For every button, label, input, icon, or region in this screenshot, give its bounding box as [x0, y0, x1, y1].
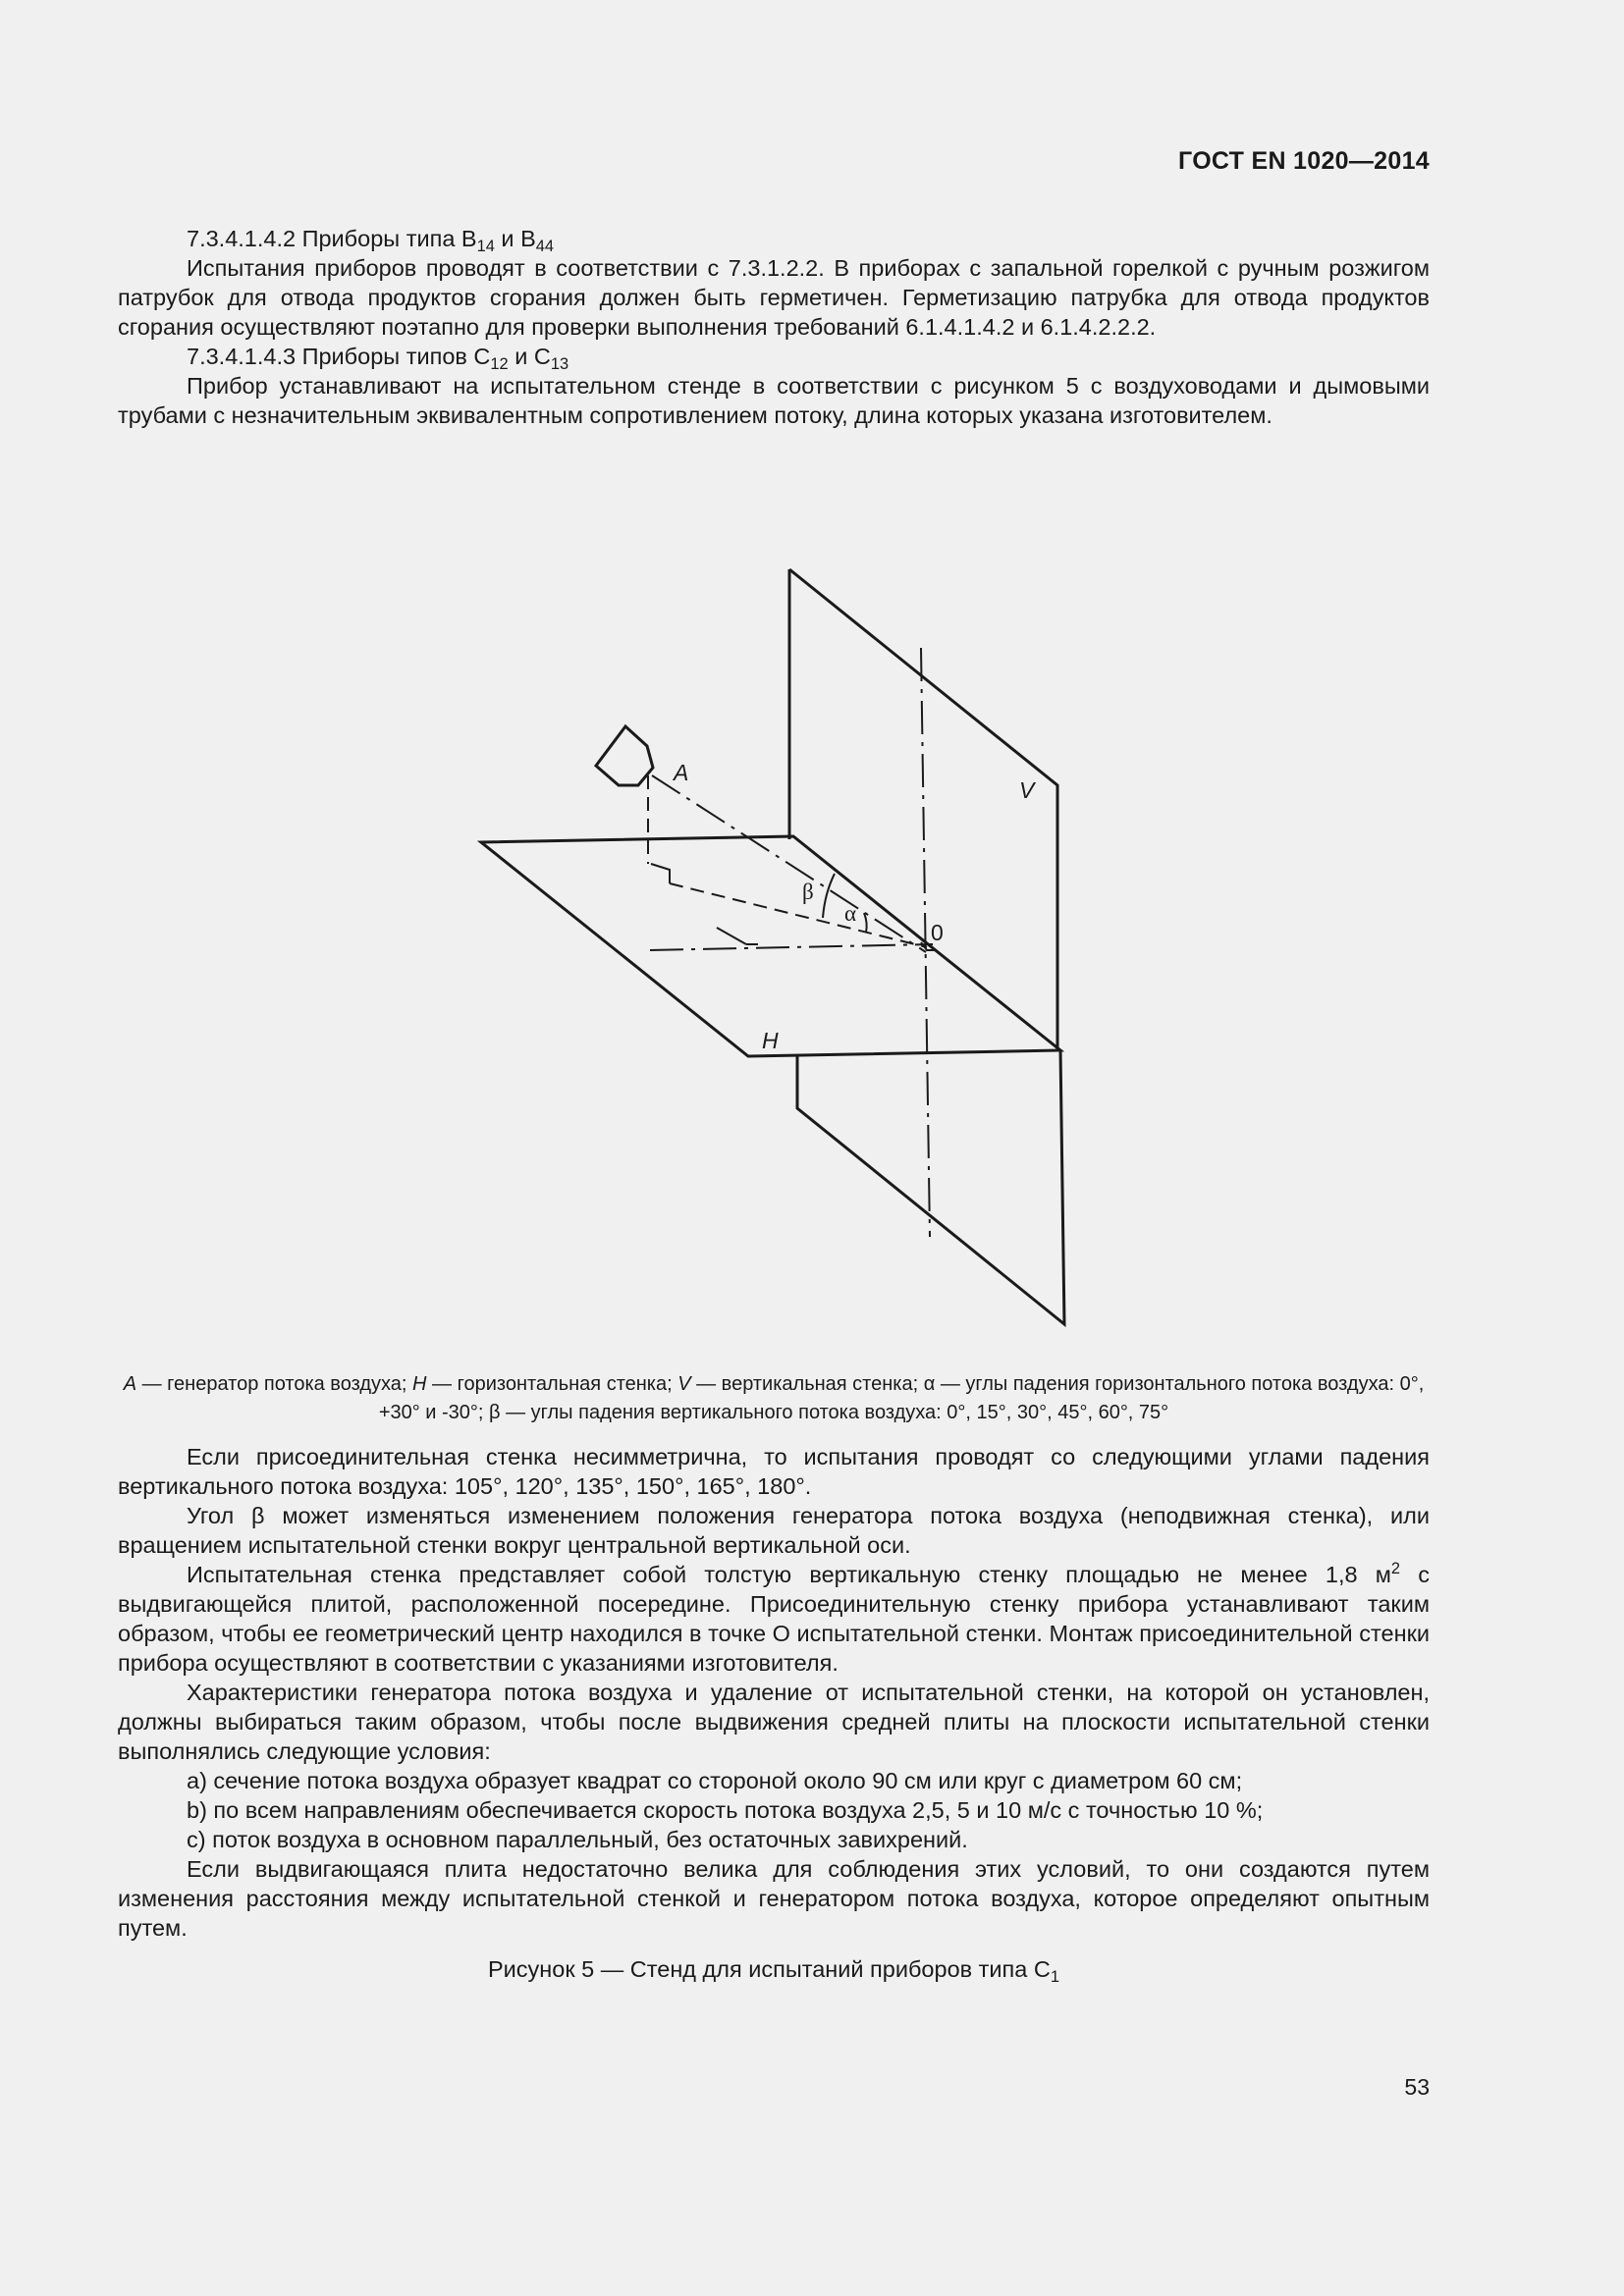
projection-dash-2 — [717, 928, 746, 944]
label-a: A — [674, 760, 689, 785]
heading-text: 7.3.4.1.4.3 Приборы типов C — [187, 344, 491, 369]
list-item: a) сечение потока воздуха образует квадрат со стороной около 90 см или круг с диаметром 60 см; — [187, 1768, 1243, 1793]
heading-text: и C — [508, 344, 551, 369]
paragraph — [118, 1560, 1430, 1678]
label-origin: 0 — [931, 920, 944, 945]
legend-key-h: H — [412, 1373, 427, 1395]
subscript: 14 — [476, 238, 495, 255]
heading-text: и B — [494, 226, 536, 251]
central-vertical-axis — [921, 648, 930, 1237]
subscript: 13 — [550, 355, 569, 373]
subscript: 1 — [1050, 1968, 1059, 1986]
projection-line — [651, 864, 670, 883]
paragraph: Характеристики генератора потока воздуха и удаление от испытательной стенки, на которой он установлен, должны выбираться таким образом, чтобы после выдвижения средней плиты на плоскости испытательной стенки выполнялись следующие условия: — [118, 1680, 1430, 1764]
legend-text: — горизонтальная стенка; — [426, 1373, 678, 1395]
label-v: V — [1019, 777, 1035, 803]
legend-key-a: A — [123, 1373, 137, 1395]
paragraph: Испытания приборов проводят в соответствии с 7.3.1.2.2. В приборах с запальной горелкой с ручным розжигом патрубок для отвода продуктов сгорания должен быть герметичен. Герметизацию патрубка для отвода продуктов сгорания осуществляют поэтапно для проверки выполнения требований 6.1.4.1.4.2 и 6.1.4.2.2.2. — [118, 255, 1430, 340]
label-alpha: α — [844, 901, 857, 926]
airflow-generator — [596, 726, 653, 785]
list-item: c) поток воздуха в основном параллельный, без остаточных завихрений. — [187, 1827, 968, 1852]
legend-text: — вертикальная стенка; α — углы падения горизонтального потока воздуха: 0°, +30° и -30°; β — углы падения вертикального потока воздуха: 0°, 15°, 30°, 45°, 60°, 75° — [378, 1373, 1425, 1423]
heading-text: 7.3.4.1.4.2 Приборы типа B — [187, 226, 477, 251]
paragraph: Прибор устанавливают на испытательном стенде в соответствии с рисунком 5 с воздуховодами и дымовыми трубами с незначительным эквивалентным сопротивлением потоку, длина которых указана изготовителем. — [118, 373, 1430, 428]
list-item: b) по всем направлениям обеспечивается скорость потока воздуха 2,5, 5 и 10 м/с с точностью 10 %; — [187, 1797, 1264, 1823]
paragraph: Угол β может изменяться изменением положения генератора потока воздуха (неподвижная стенка), или вращением испытательной стенки вокруг центральной вертикальной оси. — [118, 1503, 1430, 1558]
document-header: ГОСТ EN 1020—2014 — [1178, 147, 1430, 175]
projection-dash-1 — [670, 883, 927, 947]
subscript: 44 — [535, 238, 555, 255]
figure-legend — [118, 1370, 1430, 1427]
figure-caption — [118, 1956, 1430, 1986]
caption-text: Рисунок 5 — Стенд для испытаний приборов типа C — [488, 1956, 1051, 1982]
paragraph-text: Испытательная стенка представляет собой толстую вертикальную стенку площадью не менее 1,8 м — [187, 1562, 1391, 1587]
page-number: 53 — [1404, 2074, 1430, 2100]
paragraph: Если присоединительная стенка несимметрична, то испытания проводят со следующими углами падения вертикального потока воздуха: 105°, 120°, 135°, 150°, 165°, 180°. — [118, 1444, 1430, 1499]
paragraph: Если выдвигающаяся плита недостаточно велика для соблюдения этих условий, то они создаются путем изменения расстояния между испытательной стенкой и генератором потока воздуха, которое определяют опытным путем. — [118, 1856, 1430, 1941]
subscript: 12 — [490, 355, 509, 373]
alpha-angle-arc — [864, 913, 867, 933]
bottom-text — [118, 1442, 1430, 1943]
flow-line-horizontal — [650, 944, 933, 950]
legend-key-v: V — [677, 1373, 691, 1395]
label-beta: β — [802, 880, 814, 904]
paragraph-text: с выдвигающейся плитой, расположенной посередине. Присоединительную стенку прибора устанавливают таким образом, чтобы ее геометрический центр находился в точке О испытательной стенки. Монтаж присоединительной стенки прибора осуществляют в соответствии с указаниями изготовителя. — [118, 1562, 1430, 1676]
label-h: H — [762, 1028, 779, 1053]
beta-angle-arc — [823, 874, 835, 918]
superscript: 2 — [1390, 1560, 1401, 1577]
legend-text: — генератор потока воздуха; — [136, 1373, 413, 1395]
horizontal-wall — [481, 836, 1060, 1056]
vertical-wall-lower — [797, 1050, 1064, 1324]
